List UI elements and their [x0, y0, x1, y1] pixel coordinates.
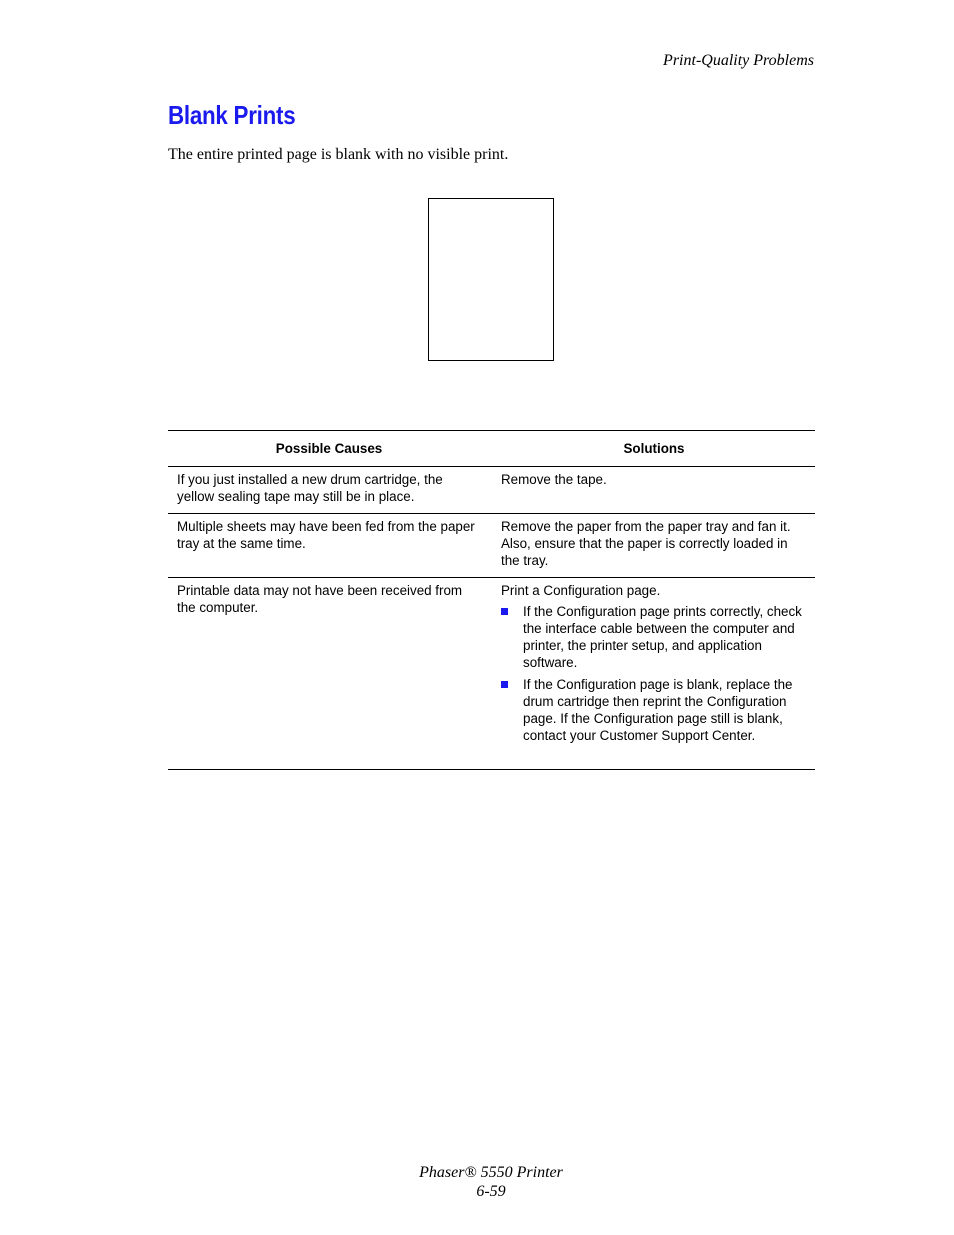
- cause-cell: Printable data may not have been received from the computer.: [177, 583, 463, 615]
- page-title: Blank Prints: [168, 100, 296, 130]
- solution-bullet-list: [501, 603, 807, 744]
- cause-cell: Multiple sheets may have been fed from the paper tray at the same time.: [177, 519, 475, 551]
- solution-cell: Remove the paper from the paper tray and fan it. Also, ensure that the paper is correctly loaded in the tray.: [501, 519, 791, 568]
- table-row: [168, 578, 815, 769]
- table-row: [168, 514, 815, 578]
- list-item: [501, 603, 807, 671]
- header-solutions: Solutions: [623, 441, 685, 456]
- solution-text: Print a Configuration page.: [501, 583, 661, 598]
- square-bullet-icon: [501, 681, 508, 688]
- blank-page-illustration: [428, 198, 554, 361]
- footer-page-number: 6-59: [476, 1183, 506, 1200]
- solution-cell: Remove the tape.: [501, 472, 607, 487]
- running-header: Print-Quality Problems: [663, 52, 814, 69]
- table-row: [168, 467, 815, 514]
- troubleshooting-table: [168, 430, 815, 770]
- bullet-text: If the Configuration page prints correctly, check the interface cable between the computer and printer, the printer setup, and application software.: [523, 604, 802, 670]
- solution-cell: [491, 578, 815, 769]
- intro-text: The entire printed page is blank with no visible print.: [168, 146, 509, 163]
- bullet-text: If the Configuration page is blank, replace the drum cartridge then reprint the Configuration page. If the Configuration page still is blank, contact your Customer Support Center.: [523, 677, 793, 743]
- cause-cell: If you just installed a new drum cartridge, the yellow sealing tape may still be in place.: [177, 472, 443, 504]
- footer-product: Phaser® 5550 Printer: [419, 1164, 563, 1181]
- square-bullet-icon: [501, 608, 508, 615]
- page-footer: [0, 1163, 954, 1201]
- header-possible-causes: Possible Causes: [275, 441, 383, 456]
- list-item: [501, 676, 807, 744]
- table-header-row: [168, 431, 815, 467]
